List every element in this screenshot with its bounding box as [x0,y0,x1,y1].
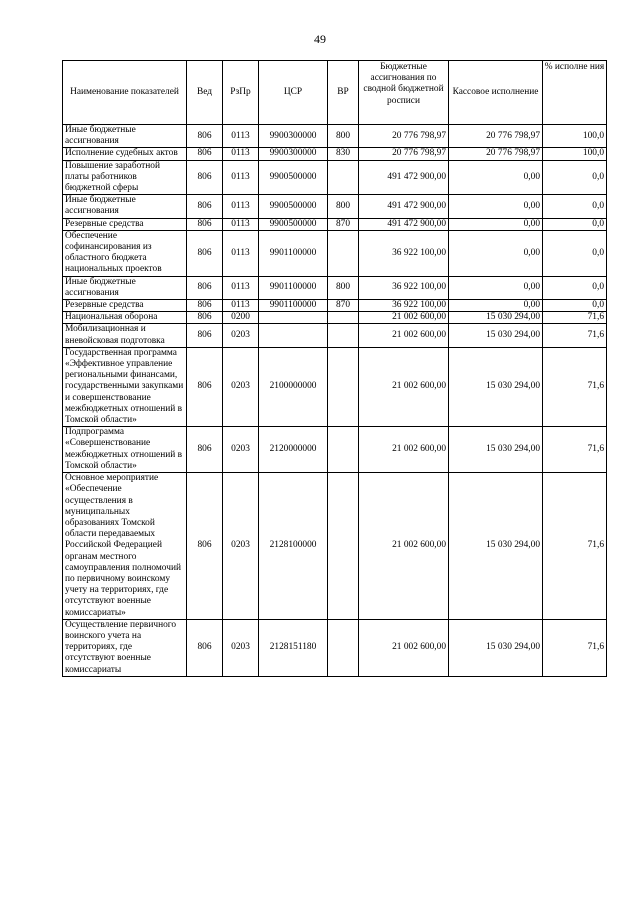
cell-rzpr: 0113 [223,276,259,299]
cell-execution: 0,00 [449,160,543,195]
cell-ved: 806 [187,218,223,230]
cell-execution: 15 030 294,00 [449,619,543,676]
cell-percent: 71,6 [543,619,607,676]
cell-ved: 806 [187,230,223,276]
cell-budget: 21 002 600,00 [359,312,449,324]
cell-csr [259,324,328,347]
cell-percent: 71,6 [543,473,607,620]
cell-ved: 806 [187,148,223,160]
cell-rzpr: 0203 [223,427,259,473]
cell-execution: 15 030 294,00 [449,324,543,347]
cell-ved: 806 [187,195,223,218]
cell-vr: 870 [328,218,359,230]
cell-ved: 806 [187,160,223,195]
header-execution: Кассовое исполнение [449,61,543,125]
cell-execution: 0,00 [449,218,543,230]
cell-csr [259,312,328,324]
cell-csr: 9901100000 [259,276,328,299]
cell-name: Повышение заработной платы работников бюджетной сферы [63,160,187,195]
cell-csr: 9900500000 [259,195,328,218]
cell-execution: 0,00 [449,300,543,312]
cell-budget: 21 002 600,00 [359,347,449,426]
cell-percent: 71,6 [543,312,607,324]
table-row [63,300,607,312]
cell-rzpr: 0113 [223,230,259,276]
cell-csr: 2120000000 [259,427,328,473]
cell-vr [328,230,359,276]
cell-name: Иные бюджетные ассигнования [63,276,187,299]
cell-percent: 71,6 [543,427,607,473]
cell-budget: 21 002 600,00 [359,427,449,473]
table-row [63,347,607,426]
cell-rzpr: 0203 [223,347,259,426]
cell-ved: 806 [187,300,223,312]
cell-execution: 0,00 [449,276,543,299]
cell-vr [328,619,359,676]
cell-vr: 830 [328,148,359,160]
cell-percent: 0,0 [543,218,607,230]
cell-budget: 491 472 900,00 [359,160,449,195]
cell-csr: 9901100000 [259,300,328,312]
table-row [63,312,607,324]
cell-csr: 9900500000 [259,218,328,230]
header-ved: Вед [187,61,223,125]
cell-vr: 800 [328,276,359,299]
cell-percent: 100,0 [543,125,607,148]
cell-rzpr: 0113 [223,125,259,148]
budget-execution-table [62,60,607,677]
cell-execution: 0,00 [449,195,543,218]
table-row [63,276,607,299]
cell-budget: 21 002 600,00 [359,473,449,620]
table-row [63,230,607,276]
cell-vr [328,160,359,195]
cell-csr: 2100000000 [259,347,328,426]
cell-percent: 0,0 [543,300,607,312]
cell-rzpr: 0113 [223,160,259,195]
cell-name: Резервные средства [63,218,187,230]
cell-rzpr: 0203 [223,473,259,620]
table-row [63,324,607,347]
cell-budget: 36 922 100,00 [359,276,449,299]
cell-budget: 21 002 600,00 [359,324,449,347]
cell-name: Основное мероприятие «Обеспечение осуществления в муниципальных образованиях Томской области передаваемых Российской Федерацией органам местного самоуправления полномочий по первичному воинскому учету на территориях, где отсутствуют военные комиссариаты» [63,473,187,620]
cell-ved: 806 [187,125,223,148]
cell-rzpr: 0203 [223,619,259,676]
cell-name: Иные бюджетные ассигнования [63,195,187,218]
cell-rzpr: 0113 [223,218,259,230]
cell-execution: 15 030 294,00 [449,347,543,426]
cell-vr [328,312,359,324]
cell-execution: 20 776 798,97 [449,148,543,160]
cell-vr [328,324,359,347]
cell-execution: 15 030 294,00 [449,312,543,324]
table-body [63,125,607,677]
table-row [63,619,607,676]
cell-rzpr: 0113 [223,195,259,218]
cell-ved: 806 [187,276,223,299]
header-rzpr: РзПр [223,61,259,125]
cell-budget: 36 922 100,00 [359,230,449,276]
cell-name: Резервные средства [63,300,187,312]
cell-vr [328,427,359,473]
table-row [63,125,607,148]
table-row [63,218,607,230]
header-budget: Бюджетные ассигнования по сводной бюджетной росписи [359,61,449,125]
cell-name: Осуществление первичного воинского учета на территориях, где отсутствуют военные комиссариаты [63,619,187,676]
table-row [63,427,607,473]
cell-budget: 491 472 900,00 [359,195,449,218]
cell-name: Подпрограмма «Совершенствование межбюджетных отношений в Томской области» [63,427,187,473]
cell-rzpr: 0200 [223,312,259,324]
cell-budget: 21 002 600,00 [359,619,449,676]
cell-ved: 806 [187,347,223,426]
cell-ved: 806 [187,324,223,347]
table-row [63,160,607,195]
cell-name: Мобилизационная и вневойсковая подготовка [63,324,187,347]
cell-name: Исполнение судебных актов [63,148,187,160]
table-row [63,148,607,160]
cell-budget: 491 472 900,00 [359,218,449,230]
cell-percent: 71,6 [543,324,607,347]
cell-percent: 71,6 [543,347,607,426]
cell-execution: 0,00 [449,230,543,276]
cell-csr: 2128100000 [259,473,328,620]
cell-name: Иные бюджетные ассигнования [63,125,187,148]
cell-budget: 20 776 798,97 [359,148,449,160]
cell-ved: 806 [187,312,223,324]
cell-name: Национальная оборона [63,312,187,324]
cell-percent: 0,0 [543,230,607,276]
cell-percent: 0,0 [543,195,607,218]
cell-percent: 0,0 [543,276,607,299]
cell-execution: 15 030 294,00 [449,427,543,473]
cell-vr [328,347,359,426]
cell-ved: 806 [187,427,223,473]
cell-budget: 20 776 798,97 [359,125,449,148]
cell-execution: 20 776 798,97 [449,125,543,148]
cell-ved: 806 [187,619,223,676]
cell-percent: 100,0 [543,148,607,160]
table-header-row [63,61,607,125]
cell-csr: 9900300000 [259,148,328,160]
header-vr: ВР [328,61,359,125]
cell-rzpr: 0203 [223,324,259,347]
cell-name: Обеспечение софинансирования из областного бюджета национальных проектов [63,230,187,276]
cell-rzpr: 0113 [223,148,259,160]
table-row [63,473,607,620]
cell-csr: 2128151180 [259,619,328,676]
table-row [63,195,607,218]
header-name: Наименование показателей [63,61,187,125]
page-number: 49 [314,32,326,46]
cell-csr: 9900500000 [259,160,328,195]
cell-budget: 36 922 100,00 [359,300,449,312]
cell-vr [328,473,359,620]
cell-csr: 9900300000 [259,125,328,148]
cell-name: Государственная программа «Эффективное управление региональными финансами, государственными закупками и совершенствование межбюджетных отношений в Томской области» [63,347,187,426]
cell-vr: 800 [328,195,359,218]
header-percent: % исполне ния [543,61,607,125]
cell-rzpr: 0113 [223,300,259,312]
cell-ved: 806 [187,473,223,620]
cell-percent: 0,0 [543,160,607,195]
header-csr: ЦСР [259,61,328,125]
cell-csr: 9901100000 [259,230,328,276]
cell-vr: 870 [328,300,359,312]
cell-execution: 15 030 294,00 [449,473,543,620]
cell-vr: 800 [328,125,359,148]
